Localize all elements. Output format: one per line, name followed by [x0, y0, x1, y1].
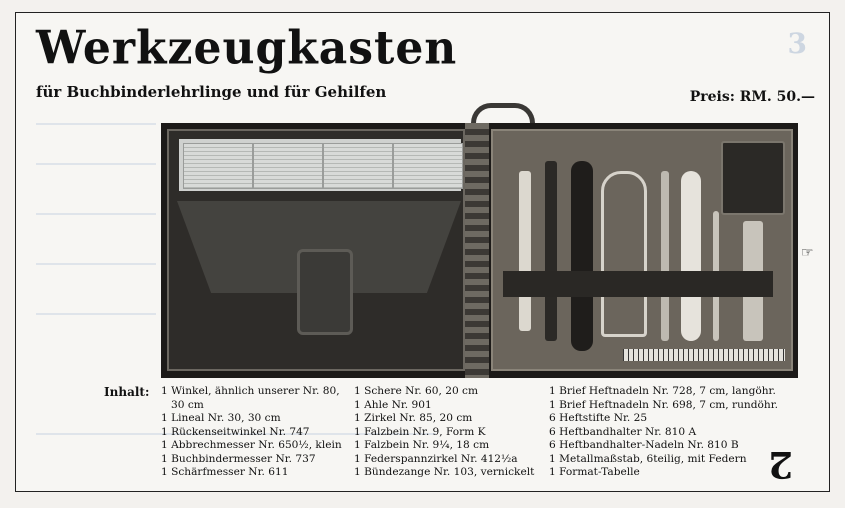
contents-item: 1 Winkel, ähnlich unserer Nr. 80,	[161, 385, 340, 397]
knife-tool	[519, 171, 531, 331]
contents-column-3	[549, 385, 778, 480]
bleed-through-number: 3	[787, 27, 807, 60]
contents-item: 1 Format-Tabelle	[549, 466, 640, 478]
contents-item: 1 Ahle Nr. 901	[354, 398, 432, 411]
contents-item: 6 Heftbandhalter Nr. 810 A	[549, 425, 697, 438]
contents-item: 6 Heftbandhalter-Nadeln Nr. 810 B	[549, 439, 739, 451]
awl-tool	[571, 161, 593, 351]
bleed-through-line	[36, 123, 156, 125]
contents-column-2	[354, 385, 534, 480]
contents-item: 1 Bündezange Nr. 103, vernickelt	[354, 466, 535, 478]
contents-item: 1 Falzbein Nr. 9, Form K	[354, 425, 486, 438]
contents-item: 1 Abbrechmesser Nr. 650½, klein	[161, 439, 342, 451]
tool-tray	[491, 129, 793, 371]
folder-bone-tool	[681, 171, 701, 341]
bleed-through-line	[36, 163, 156, 165]
pocket-clasp	[297, 249, 353, 335]
contents-item: 1 Zirkel Nr. 85, 20 cm	[354, 412, 473, 424]
case-lid	[167, 129, 465, 371]
contents-item: 1 Lineal Nr. 30, 30 cm	[161, 412, 281, 424]
contents-item: 1 Schärfmesser Nr. 611	[161, 466, 289, 478]
knife-tool	[545, 161, 557, 341]
metal-ruler	[623, 349, 785, 361]
contents-item: 1 Brief Heftnadeln Nr. 698, 7 cm, rundöhr.	[549, 398, 778, 411]
bleed-through-line	[36, 213, 156, 215]
case-hinge	[465, 123, 489, 378]
contents-item: 1 Brief Heftnadeln Nr. 728, 7 cm, langöhr.	[549, 385, 776, 397]
toolbox-photo	[161, 123, 798, 378]
contents-item: 30 cm	[171, 398, 204, 411]
page-title: Werkzeugkasten	[36, 21, 458, 76]
contents-item: 1 Falzbein Nr. 9¼, 18 cm	[354, 439, 490, 451]
catalog-page	[15, 12, 830, 492]
contents-item: 1 Metallmaßstab, 6teilig, mit Federn	[549, 452, 747, 465]
bleed-through-line	[36, 263, 156, 265]
price-label: Preis: RM. 50.—	[689, 89, 815, 105]
contents-item: 1 Federspannzirkel Nr. 412½a	[354, 452, 518, 465]
compass-tool	[661, 171, 669, 341]
contents-item: 1 Rückenseitwinkel Nr. 747	[161, 425, 310, 438]
scissors-tool	[601, 171, 647, 337]
pointer-hand-icon: ☞	[801, 245, 814, 261]
page-subtitle: für Buchbinderlehrlinge und für Gehilfen	[36, 83, 387, 101]
contents-label: Inhalt:	[104, 385, 150, 399]
contents-item: 1 Schere Nr. 60, 20 cm	[354, 385, 479, 397]
page-number: 2	[768, 443, 794, 485]
contents-column-1	[161, 385, 342, 480]
needle-box	[721, 141, 785, 215]
format-table-papers	[179, 139, 461, 191]
tool-strap	[503, 271, 773, 297]
contents-item: 6 Heftstifte Nr. 25	[549, 412, 648, 424]
contents-item: 1 Buchbindermesser Nr. 737	[161, 452, 316, 465]
bleed-through-line	[36, 313, 156, 315]
